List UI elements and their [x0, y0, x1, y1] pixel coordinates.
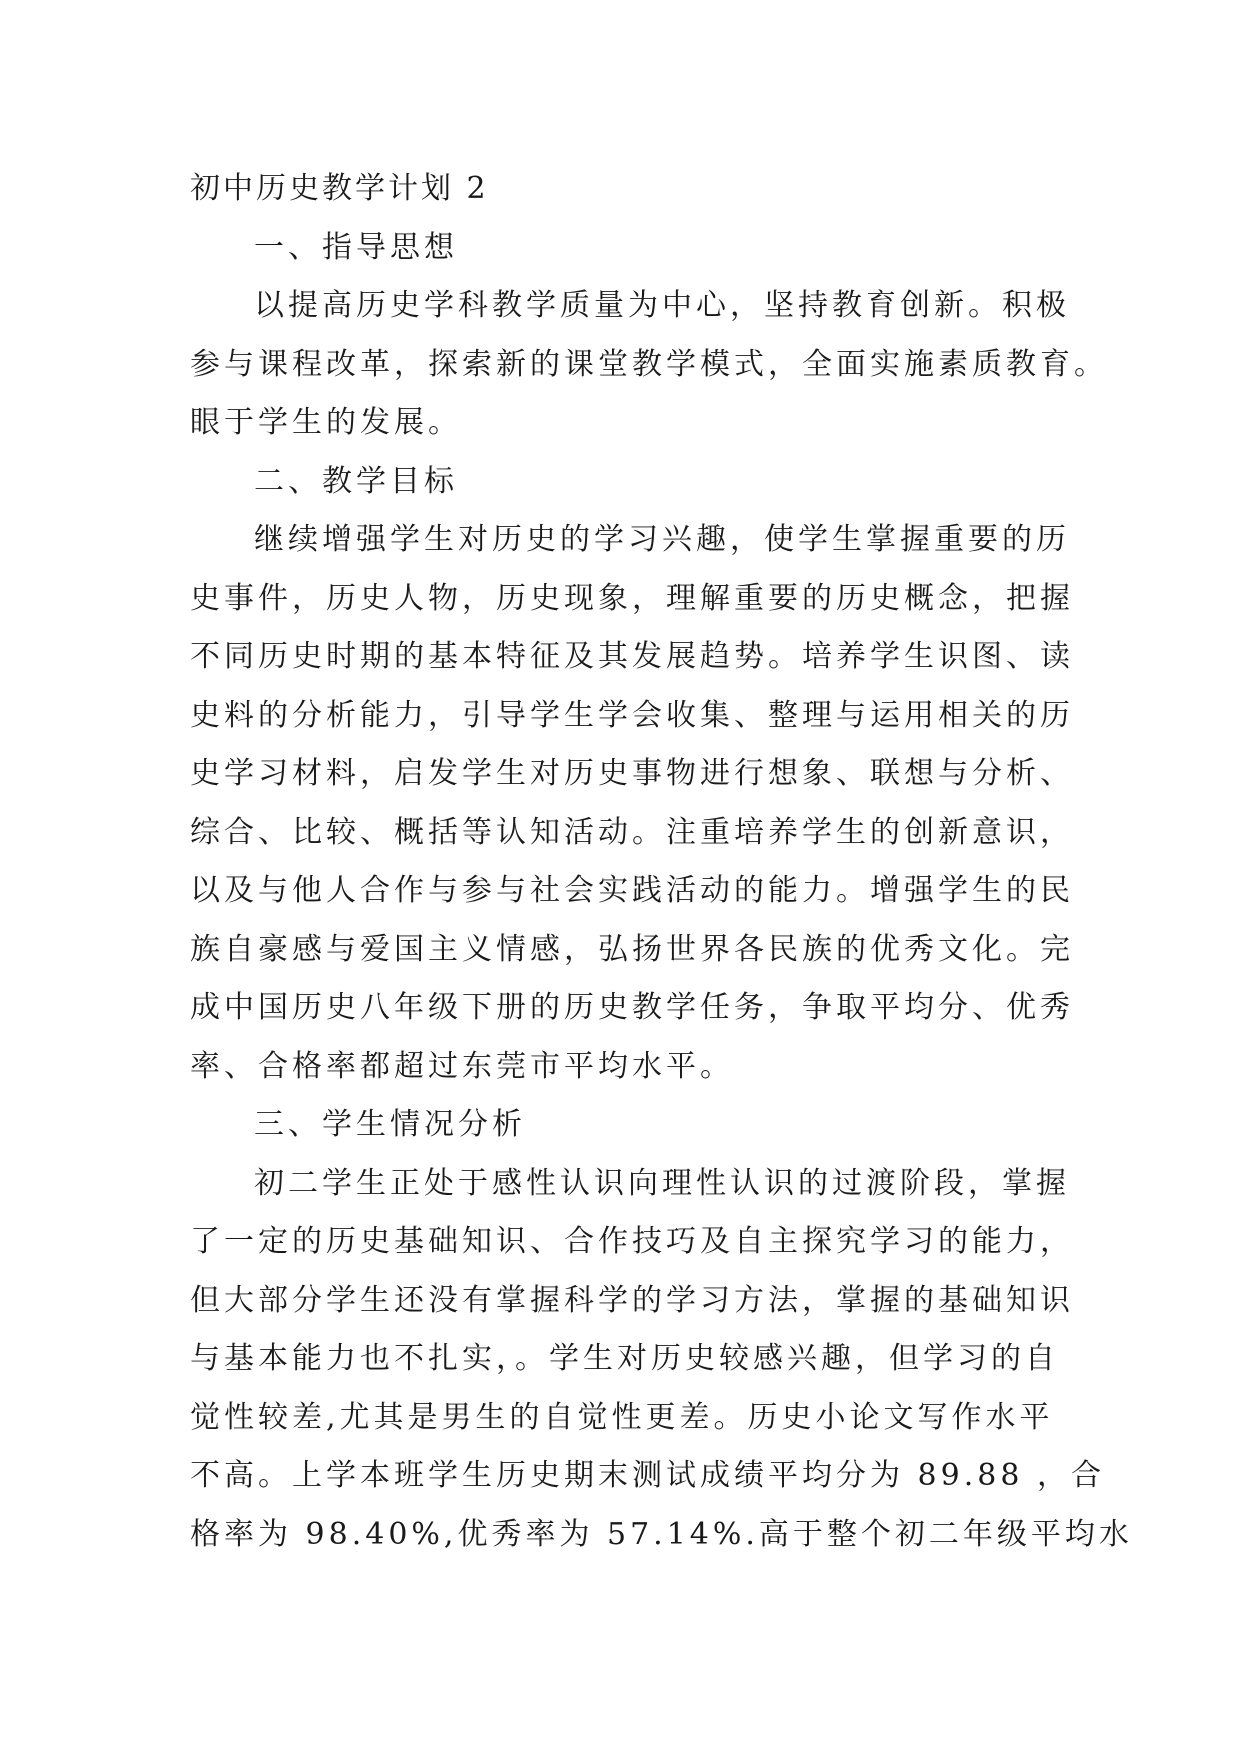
paragraph-line: 参与课程改革，探索新的课堂教学模式，全面实施素质教育。 — [190, 346, 1108, 382]
paragraph-line: 眼于学生的发展。 — [190, 405, 462, 440]
paragraph-line: 以提高历史学科教学质量为中心，坚持教育创新。积极 — [254, 288, 1070, 323]
paragraph-line: 继续增强学生对历史的学习兴趣，使学生掌握重要的历 — [254, 522, 1070, 557]
paragraph-line: 不同历史时期的基本特征及其发展趋势。培养学生识图、读 — [190, 639, 1074, 674]
document-title: 初中历史教学计划 2 — [190, 171, 489, 206]
paragraph-line: 族自豪感与爱国主义情感，弘扬世界各民族的优秀文化。完 — [190, 931, 1074, 967]
paragraph-line: 以及与他人合作与参与社会实践活动的能力。增强学生的民 — [190, 873, 1074, 908]
paragraph-line: 但大部分学生还没有掌握科学的学习方法，掌握的基础知识 — [190, 1282, 1074, 1318]
paragraph-line: 史学习材料，启发学生对历史事物进行想象、联想与分析、 — [190, 756, 1074, 791]
paragraph-line: 史事件，历史人物，历史现象，理解重要的历史概念，把握 — [190, 580, 1074, 616]
section-heading: 三、学生情况分析 — [254, 1107, 526, 1142]
document-body — [190, 160, 1133, 1564]
paragraph-line: 不高。上学本班学生历史期末测试成绩平均分为 89.88 ，合 — [190, 1458, 1105, 1493]
paragraph-line: 史料的分析能力，引导学生学会收集、整理与运用相关的历 — [190, 697, 1074, 733]
paragraph-line: 与基本能力也不扎实，。学生对历史较感兴趣，但学习的自 — [190, 1341, 1059, 1376]
paragraph-line: 格率为 98.40%,优秀率为 57.14%.高于整个初二年级平均水 — [190, 1516, 1133, 1552]
paragraph-line: 了一定的历史基础知识、合作技巧及自主探究学习的能力， — [190, 1224, 1074, 1259]
section-heading: 一、指导思想 — [254, 229, 458, 265]
paragraph-line: 率、合格率都超过东莞市平均水平。 — [190, 1048, 734, 1084]
paragraph-line: 初二学生正处于感性认识向理性认识的过渡阶段，掌握 — [254, 1165, 1070, 1201]
paragraph-line: 觉性较差,尤其是男生的自觉性更差。历史小论文写作水平 — [190, 1399, 1054, 1435]
section-heading: 二、教学目标 — [254, 463, 458, 499]
paragraph-line: 综合、比较、概括等认知活动。注重培养学生的创新意识， — [190, 814, 1074, 850]
paragraph-line: 成中国历史八年级下册的历史教学任务，争取平均分、优秀 — [190, 990, 1074, 1025]
